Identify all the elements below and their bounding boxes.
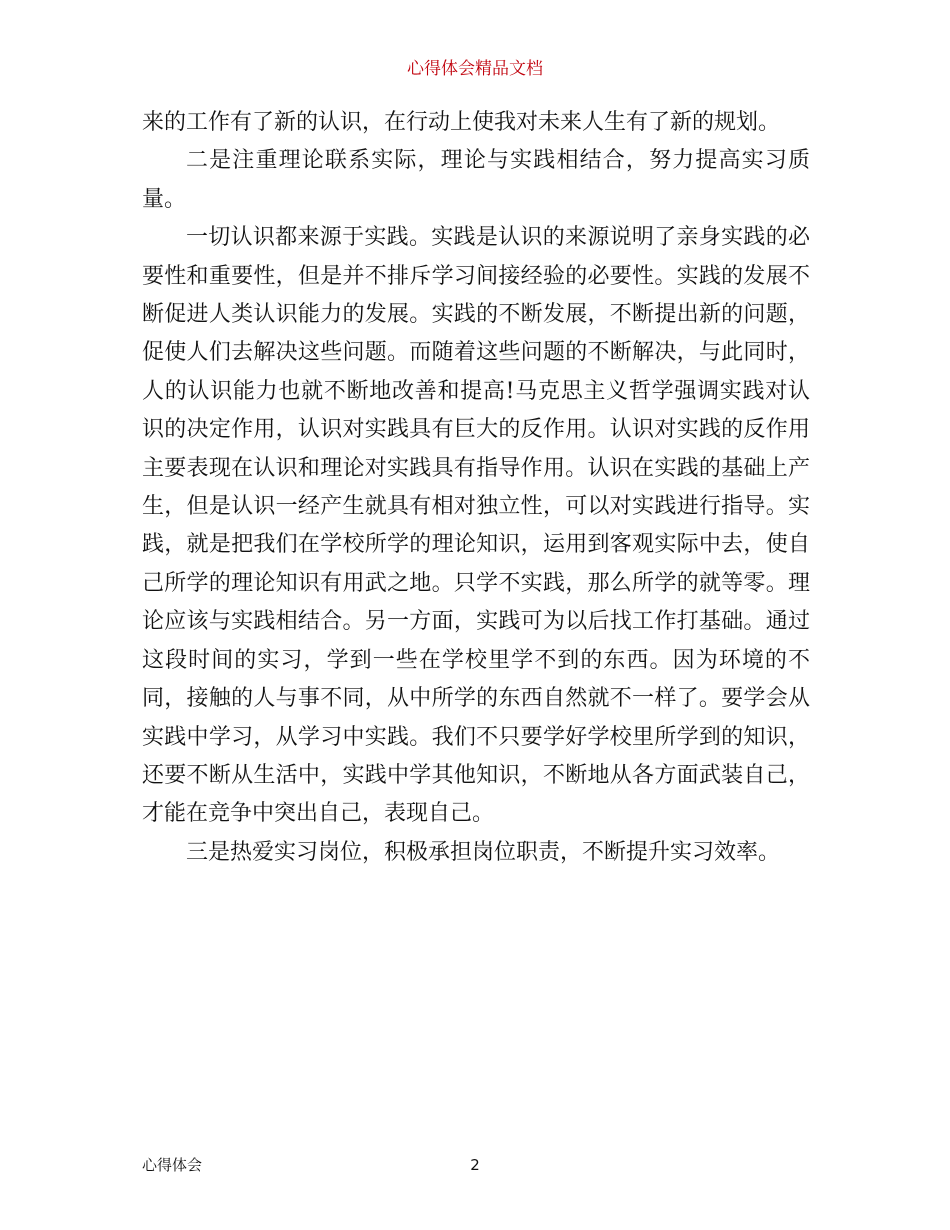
- document-header-title: 心得体会精品文档: [407, 59, 543, 79]
- page-number: 2: [470, 1156, 480, 1174]
- paragraph-point-three: 三是热爱实习岗位，积极承担岗位职责，不断提升实习效率。: [186, 839, 781, 865]
- document-body: [142, 104, 810, 872]
- footer-label: 心得体会: [142, 1156, 203, 1174]
- paragraph-practice-theory: 一切认识都来源于实践。实践是认识的来源说明了亲身实践的必要性和重要性，但是并不排斥学习间接经验的必要性。实践的发展不断促进人类认识能力的发展。实践的不断发展，不断提出新的问题，促使人们去解决这些问题。而随着这些问题的不断解决，与此同时，人的认识能力也就不断地改善和提高!马克思主义哲学强调实践对认识的决定作用，认识对实践具有巨大的反作用。认识对实践的反作用主要表现在认识和理论对实践具有指导作用。认识在实践的基础上产生，但是认识一经产生就具有相对独立性，可以对实践进行指导。实践，就是把我们在学校所学的理论知识，运用到客观实际中去，使自己所学的理论知识有用武之地。只学不实践，那么所学的就等零。理论应该与实践相结合。另一方面，实践可为以后找工作打基础。通过这段时间的实习，学到一些在学校里学不到的东西。因为环境的不同，接触的人与事不同，从中所学的东西自然就不一样了。要学会从实践中学习，从学习中实践。我们不只要学好学校里所学到的知识，还要不断从生活中，实践中学其他知识，不断地从各方面武装自己，才能在竞争中突出自己，表现自己。: [142, 225, 810, 827]
- paragraph-continuation: 来的工作有了新的认识，在行动上使我对未来人生有了新的规划。: [142, 110, 781, 135]
- paragraph-point-two: 二是注重理论联系实际，理论与实践相结合，努力提高实习质量。: [142, 148, 810, 212]
